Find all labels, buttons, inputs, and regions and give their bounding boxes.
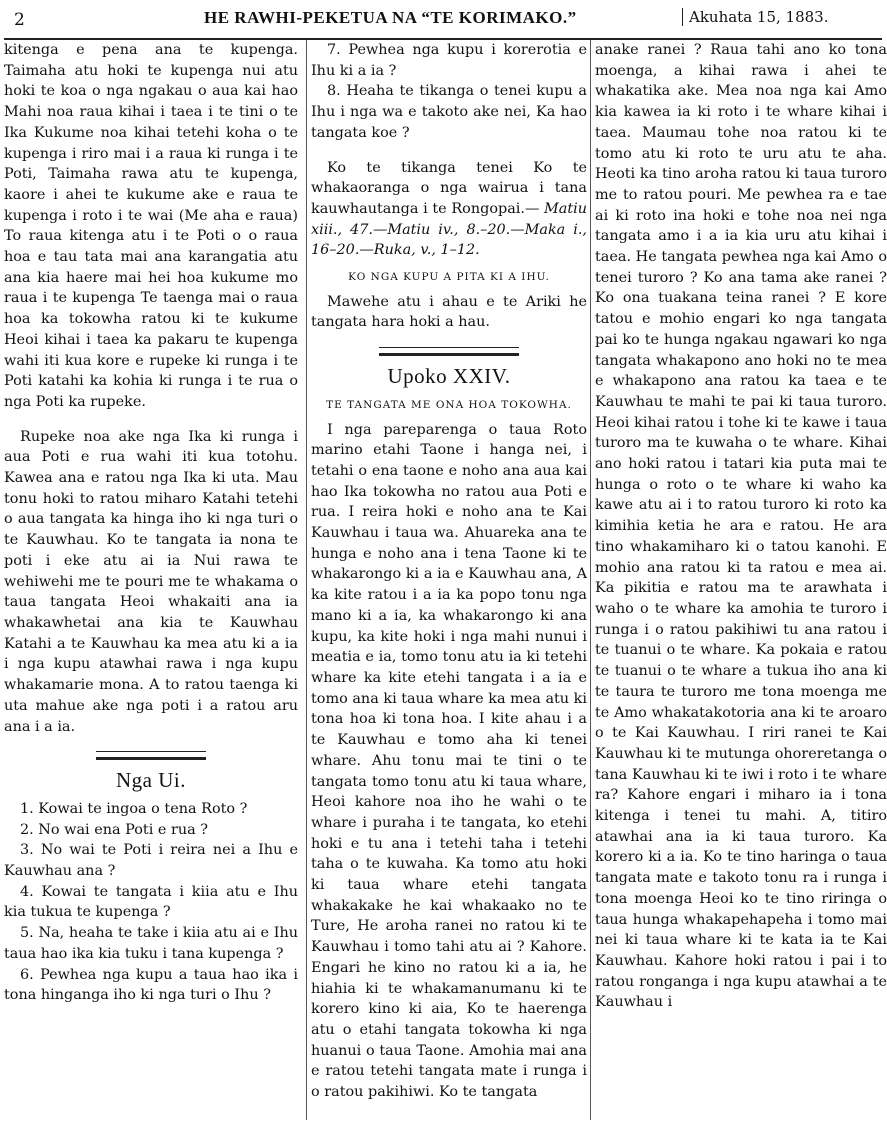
section-title: Nga Ui. bbox=[116, 768, 186, 793]
question-item: 3. No wai te Poti i reira nei a Ihu e Kauwhau ana ? bbox=[4, 842, 298, 880]
column-2 bbox=[306, 40, 587, 1120]
issue-date: Akuhata 15, 1883. bbox=[682, 8, 829, 26]
page-header bbox=[4, 2, 882, 40]
question-item: 7. Pewhea nga kupu i korerotia e Ihu ki a ia ? bbox=[311, 42, 587, 79]
newspaper-title: HE RAWHI-PEKETUA NA “TE KORIMAKO.” bbox=[204, 8, 577, 27]
paragraph: I nga pareparenga o taua Roto marino etahi Taone i hanga nei, i tetahi o ena taone e noho ana aua kai hao Ika tokowha no ratou aua Poti e rua. I reira hoki e noho ana te Kai Kauwhau i taua wa. Ahuareka ana te hunga e noho ana i tena Taone ki te whakarongo ki a ia e Kauwhau ana, A ka kite ratou i a ia ka popo tonu nga mano ki a ia, ka whakarongo ki ana kupu, ka kite hoki i nga mahi nunui i meatia e ia, tomo tonu atu ia ki tetehi whare ka kite etehi tangata i a ia e tomo ana ki taua whare ka mea atu ki tona hoa ki tona hoa. I kite ahau i a te Kauwhau e tomo aha ki tenei whare. Ahu tonu mai te tini o te tangata tomo tonu atu ki taua whare, Heoi kahore noa iho he wahi o te whare i puraha i te tangata, ko etehi hoki e tu ana i tetehi taha i tetehi taha o te kuwaha. Ka tomo atu hoki ki taua whare etehi tangata whakakake he kai whakaako no te Ture, He aroha ranei no ratou ki te Kauwhau i tomo tahi atu ai ? Kahore. Engari he kino no ratou ki a ia, he hiahia ki te whakamanumanu ki te korero kino ki aia, Ko te haerenga atu o etahi tangata tokowha ki nga huanui o taua Taone. Amohia mai ana e ratou tetehi tangata mate i runga i o ratou pakihiwi. Ko te tangata bbox=[311, 421, 587, 1101]
paragraph: Rupeke noa ake nga Ika ki runga i aua Poti e rua wahi iti kua totohu. Kawea ana e ratou nga Ika ki uta. Mau tonu hoki to ratou miharo Katahi tetehi o aua tangata ka hinga iho ki nga turi o te Kauwhau. Ko te tangata ia nona te poti i eke atu ai ia Nui rawa te wehiwehi me te pouri me te whakama o taua tangata Heoi whakaiti ana ia whakawhetai ana kia te Kauwhau Katahi a te Kauwhau ka mea atu ki a ia i nga kupu atawhai rawa i nga kupu whakamarie mona. A to ratou taenga ki uta mahue ake nga poti i a ratou aru ana i a ia. bbox=[4, 428, 298, 735]
scripture-references: Matiu xiii., 47.—Matiu iv., 8.–20.—Maka i., 16–20.—Ruka, v., 1–12. bbox=[311, 200, 587, 259]
paragraph: anake ranei ? Raua tahi ano ko tona moenga, a kihai rawa i ahei te whakatika ake. Mea noa nga kai Amo kia kawea ia ki roto i te whare kihai i taea. Maumau tohe noa ratou ki te tomo atu ki roto te uru atu te aha. Heoti ka tino aroha ratou ki taua turoro me to ratou pouri. Me pewhea ra e tae ai ki roto ina hoki e tohe noa nei nga tangata amo i a ia kia uru atu kihai i taea. He tangata pewhea nga kai Amo o tenei turoro ? Ko ana tama ake ranei ? Ko ona tuakana teina ranei ? E kore tatou e mohio engari ko nga tangata pai ko te hunga ngakau ngawari ko nga tangata whakapono ano hoki no te mea e whakapono ana ratou ka taea e te Kauwhau te mahi te pai ki taua turoro. Heoi kihai ratou i tohe ki te kawe i taua turoro ma te kuwaha o te whare. Kihai ano hoki ratou i tatari kia puta mai te hunga o roto o te whare ki waho ka kawe atu ai i to ratou turoro ki roto ka kimihia ketia he ara e ratou. He ara tino whakamiharo ki o tatou kanohi. E mohio ana ratou ki ta ratou e mea ai. Ka pikitia e ratou ma te arawhata i waho o te whare ka amohia te turoro i runga i o ratou pakihiwi tu ana ratou i te tuanui o te whare. Ka pokaia e ratou te tuanui o te whare a tukua iho ana ki te taura te turoro me tona moenga me te Amo whakatakotoria ana ki te aroaro o te Kai Kauwhau. I riri ranei te Kai Kauwhau ki te mutunga ohoreretanga o tana Kauwhau ki te iwi i roto i te whare ra? Kahore engari i miharo ia i tona kitenga i tenei tu mahi. A, titiro atawhai ana ia ki taua turoro. Ka korero ki a ia. Ko te tino haringa o taua tangata mate e takoto tonu ra i runga i tona moenga Heoi ko te tino riringa o taua hunga whakapehapeha i tomo mai nei ki taua whare ki te kata ia te Kai Kauwhau. Kahore hoki ratou i pai i to ratou ronganga i nga kupu atawhai a te Kauwhau i bbox=[595, 42, 887, 1011]
column-3 bbox=[590, 40, 887, 1120]
paragraph bbox=[311, 158, 587, 262]
question-item: 4. Kowai te tangata i kiia atu e Ihu kia tukua te kupenga ? bbox=[4, 883, 298, 921]
paragraph: kitenga e pena ana te kupenga. Taimaha atu hoki te kupenga nui atu hoki te koa o nga ngakau o aua kai hao Mahi noa raua kihai i taea i te tini o te Ika Kukume noa kihai tetehi koha o te kupenga i riro mai i a raua ki runga i te Poti, Taimaha rawa atu te kupenga, kaore i ahei te kukume ake e raua te kupenga i roto i te wai (Me aha e raua) To raua kitenga atu i te Poti o o raua hoa e tau tata mai ana karangatia atu ana kia haere mai hei hoa kukume mo raua i te kupenga Te taenga mai o raua hoa ka tokowha ratou ki te kukume Heoi kihai i taea ka pakaru te kupenga wahi iti kua kore e rupeke ki runga i te Poti katahi ka kohia ki runga i te rua o nga Poti ka rupeke. bbox=[4, 42, 298, 410]
question-item: 8. Heaha te tikanga o tenei kupu a Ihu i nga wa e takoto ake nei, Ka hao tangata koe ? bbox=[311, 83, 587, 141]
question-item: 1. Kowai te ingoa o tena Roto ? bbox=[20, 800, 248, 817]
section-divider bbox=[96, 751, 206, 760]
page-number: 2 bbox=[14, 10, 25, 30]
column-1 bbox=[4, 40, 298, 1120]
question-item: 6. Pewhea nga kupu a taua hao ika i tona hinganga iho ki nga turi o Ihu ? bbox=[4, 966, 298, 1004]
paragraph-text: Ko te tikanga tenei Ko te whakaoranga o nga wairua i tana kauwhautanga i te Rongopai.— bbox=[311, 159, 587, 217]
subheading: TE TANGATA ME ONA HOA TOKOWHA. bbox=[326, 398, 572, 411]
paragraph: Mawehe atu i ahau e te Ariki he tangata hara hoki a hau. bbox=[311, 293, 587, 331]
chapter-title: Upoko XXIV. bbox=[387, 364, 511, 389]
subheading: KO NGA KUPU A PITA KI A IHU. bbox=[348, 271, 550, 284]
question-item: 5. Na, heaha te take i kiia atu ai e Ihu taua hao ika kia tuku i tana kupenga ? bbox=[4, 925, 298, 962]
section-divider bbox=[379, 347, 519, 356]
question-item: 2. No wai ena Poti e rua ? bbox=[20, 821, 208, 838]
